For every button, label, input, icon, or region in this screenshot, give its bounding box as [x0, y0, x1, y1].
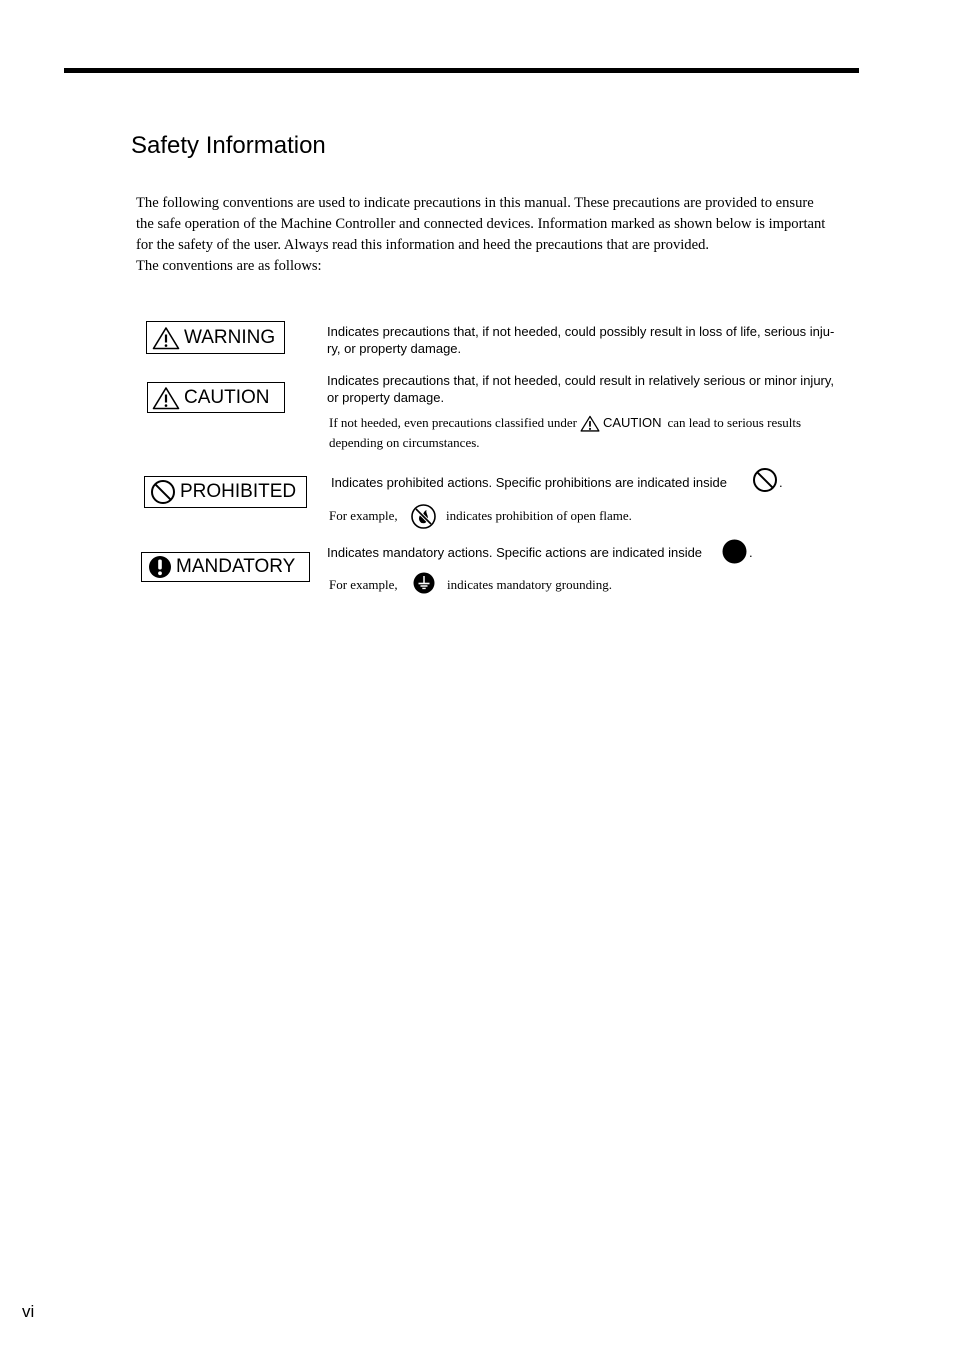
prohibition-circle-icon [752, 467, 778, 493]
no-open-flame-icon [410, 503, 437, 530]
warning-triangle-icon [152, 326, 180, 350]
warning-description [327, 323, 857, 357]
mandatory-description-end: . [749, 545, 753, 560]
intro-line: the safe operation of the Machine Controller and connected devices. Information marked as shown below is important [136, 216, 826, 232]
warning-signal-box [146, 321, 285, 354]
intro-line: The following conventions are used to indicate precautions in this manual. These precautions are provided to ensure [136, 195, 814, 211]
mandatory-signal-box [141, 552, 310, 582]
mandatory-label: MANDATORY [176, 556, 296, 577]
prohibited-description: Indicates prohibited actions. Specific prohibitions are indicated inside [331, 475, 728, 490]
prohibited-label: PROHIBITED [180, 481, 297, 502]
caution-note-label: CAUTION [602, 415, 662, 430]
caution-label: CAUTION [184, 386, 270, 408]
intro-paragraph [136, 193, 860, 277]
page-title: Safety Information [131, 132, 326, 159]
warning-triangle-icon [152, 386, 180, 410]
prohibited-example-text: indicates prohibition of open flame. [446, 508, 632, 523]
exclamation-circle-icon [148, 555, 172, 579]
caution-note-after: can lead to serious results [667, 415, 802, 430]
warning-label: WARNING [184, 326, 276, 348]
mandatory-example-prefix: For example, [329, 577, 398, 592]
prohibited-signal-box [144, 476, 307, 508]
grounding-icon [413, 572, 435, 594]
caution-description-line: or property damage. [327, 390, 445, 405]
filled-circle-icon [722, 539, 747, 564]
caution-note-line [329, 413, 801, 433]
mandatory-description: Indicates mandatory actions. Specific actions are indicated inside [327, 545, 703, 560]
caution-description-line: Indicates precautions that, if not heeded, could result in relatively serious or minor injury, [327, 373, 835, 388]
warning-description-line: ry, or property damage. [327, 341, 462, 356]
prohibition-circle-icon [150, 479, 176, 505]
top-rule [64, 68, 859, 73]
caution-signal-box [147, 382, 285, 413]
warning-description-line: Indicates precautions that, if not heeded, could possibly result in loss of life, serious inju- [327, 324, 835, 339]
intro-line: The conventions are as follows: [136, 258, 322, 274]
caution-note-line: depending on circumstances. [329, 435, 480, 450]
page-number: vi [22, 1302, 35, 1321]
mandatory-example-text: indicates mandatory grounding. [447, 577, 612, 592]
prohibited-example-prefix: For example, [329, 508, 398, 523]
caution-note-before: If not heeded, even precautions classified under [329, 415, 577, 430]
prohibited-description-end: . [779, 475, 783, 490]
warning-triangle-icon [580, 415, 600, 432]
intro-line: for the safety of the user. Always read this information and heed the precautions that are provided. [136, 237, 710, 253]
caution-description [327, 372, 857, 406]
caution-note [329, 413, 801, 453]
